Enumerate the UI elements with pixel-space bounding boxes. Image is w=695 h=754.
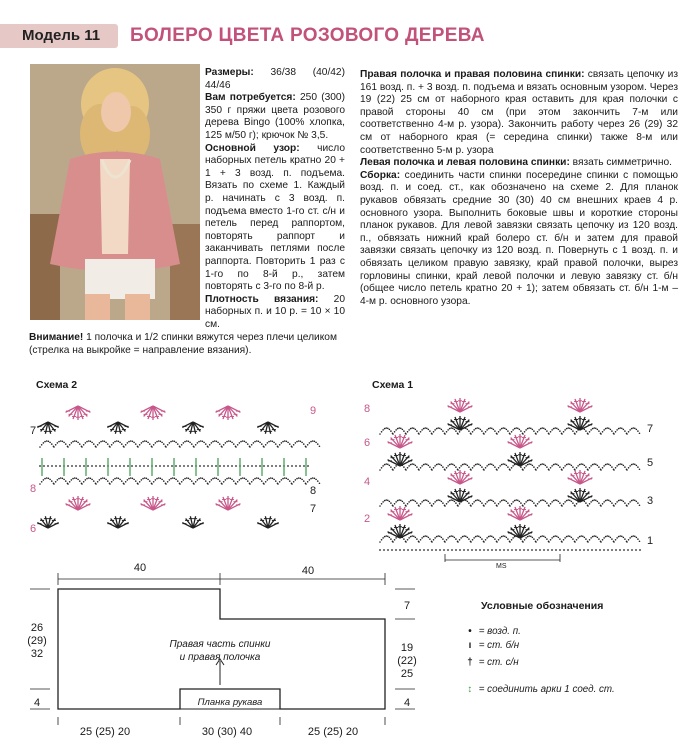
scheme1-diagram: [360, 392, 660, 572]
dim-left-2: (29): [27, 635, 47, 647]
pattern-center-label: [150, 638, 290, 664]
model-photo: [30, 64, 200, 320]
dim-top-left: 40: [133, 562, 147, 574]
legend-sc: [464, 640, 519, 651]
left-part-value: вязать симметрично.: [569, 157, 672, 169]
right-part-label: Правая полочка и правая половина спинки:: [360, 69, 585, 80]
scheme1-row-left-6: 6: [364, 437, 371, 449]
scheme2-label: Схема 2: [36, 379, 78, 391]
legend-dc-text: = ст. с/н: [478, 657, 519, 668]
single-crochet-icon: ı: [468, 640, 472, 651]
sizes-label: Размеры:: [205, 67, 254, 78]
page-title: БОЛЕРО ЦВЕТА РОЗОВОГО ДЕРЕВА: [130, 25, 485, 46]
attention-label: Внимание!: [29, 332, 84, 343]
model-number: Модель 11: [22, 27, 101, 44]
dim-right-top: 7: [403, 600, 411, 612]
scheme1-repeat-label: MS: [496, 563, 507, 570]
scheme2-diagram: [28, 392, 328, 542]
scheme1-row-right-3: 3: [647, 495, 654, 507]
assembly-label: Сборка:: [360, 169, 401, 181]
legend-chain: [464, 626, 521, 637]
need-label: Вам потребуется:: [205, 92, 296, 104]
legend-chain-text: = возд. п.: [478, 626, 521, 637]
dim-right-bottom: 4: [403, 697, 411, 709]
attention-value: 1 полочка и 1/2 спинки вяжутся через плечи целиком (стрелка на выкройке = направление вязания).: [29, 332, 337, 356]
pattern-label: Основной узор:: [205, 142, 300, 154]
dim-right-2: (22): [397, 655, 417, 667]
scheme2-row-left-8: 8: [30, 483, 37, 495]
scheme1-row-left-4: 4: [364, 476, 371, 488]
legend-sc-text: = ст. б/н: [478, 640, 520, 651]
assembly-value: соединить части спинки посередине спинки с помощью возд. п. и соед. ст., как обозначено на схеме 2. Для планок рукавов обвязать средние 30 (30) 40 см внешних краев 4 р. основного узора. Выполнить боковые швы и короткие стороны планок рукавов. Для левой завязки связать цепочку из 120 возд. п., обвязать нижний край болеро ст. б/н и затем для правой завязки связать цепочку из 120 возд. п. Повернуть с 1 возд. п. и обвязать целиком правую завязку, край правой полочки, вырез горловины спинки, край левой полочки и левую завязку ст. б/н (общее число петель кратно 20 + 1); затем обвязать ст. б/н 1-м – 4-м р. основного узора.: [360, 169, 678, 307]
dim-right-1: 19: [400, 642, 414, 654]
dim-left-bottom: 4: [33, 697, 41, 709]
scheme2-row-right-8: 8: [310, 485, 317, 497]
density-label: Плотность вязания:: [205, 293, 319, 305]
dim-bottom-left: 25 (25) 20: [79, 726, 131, 738]
scheme1-row-right-5: 5: [647, 457, 654, 469]
left-part-label: Левая полочка и левая половина спинки:: [360, 157, 570, 169]
dim-bottom-right: 25 (25) 20: [307, 726, 359, 738]
legend-join: [464, 684, 615, 695]
dim-left-1: 26: [30, 622, 44, 634]
dim-bottom-mid: 30 (30) 40: [201, 726, 253, 738]
scheme1-label: Схема 1: [372, 379, 414, 391]
dim-right-3: 25: [400, 668, 414, 680]
legend-join-text: = соединить арки 1 соед. ст.: [478, 684, 615, 695]
right-part-value: связать цепочку из 161 возд. п. + 3 возд. п. подъема и вязать основным узором. Через 19 (22) 25 см от наборного края оставить для края полочки с правой стороны 40 см (при этом закончить 7-м или соответственно 4-м р. узора). Закончить работу через 26 (29) 32 см от наборного края (= середина спинки) также 8-м или соответственно 5-м р. узора: [360, 69, 678, 156]
pattern-value: число наборных петель кратно 20 + 1 + 3 возд. п. подъема. Вязать по схеме 1. Каждый р. начинать с 3 возд. п. подъема вместо 1-го ст. с/н и петель перед раппортом, повторять раппорт и заканчивать петлями после раппорта. Повторить 1 раз с 1-го по 8-й р., затем повторять с 3-го по 8-й р.: [205, 142, 345, 293]
dim-right-height: [392, 642, 422, 681]
scheme2-row-right-9: 9: [310, 405, 317, 417]
pattern-center-line-2: и правая полочка: [179, 652, 261, 663]
scheme1-row-left-8: 8: [364, 403, 371, 415]
sizes-text-block: [205, 67, 345, 331]
model-badge: [0, 24, 118, 48]
scheme2-row-left-7: 7: [30, 425, 37, 437]
sleeve-band-label: Планка рукава: [197, 697, 263, 708]
density-value: 20 наборных п. и 10 р. = 10 × 10 см.: [205, 293, 345, 330]
instructions-text-block: [360, 69, 678, 308]
pattern-center-line-1: Правая часть спинки: [169, 639, 271, 650]
attention-note: [29, 332, 349, 357]
dim-left-3: 32: [30, 648, 44, 660]
dim-top-right: 40: [301, 565, 315, 577]
scheme1-row-right-1: 1: [647, 535, 654, 547]
scheme1-row-left-2: 2: [364, 513, 371, 525]
scheme2-row-left-6: 6: [30, 523, 37, 535]
legend-title: Условные обозначения: [481, 600, 604, 612]
double-crochet-icon: †: [467, 657, 473, 668]
scheme2-row-right-7: 7: [310, 503, 317, 515]
need-value: 250 (300) 350 г пряжи цвета розового дерева Bingo (100% хлопка, 125 м/50 г); крючок № 3,5.: [205, 92, 345, 141]
join-arrow-icon: ↕: [467, 684, 473, 695]
legend-dc: [464, 657, 519, 668]
scheme1-row-right-7: 7: [647, 423, 654, 435]
sizes-value: 36/38 (40/42) 44/46: [205, 67, 345, 91]
chain-stitch-icon: •: [468, 626, 472, 637]
dim-left-height: [22, 622, 52, 661]
